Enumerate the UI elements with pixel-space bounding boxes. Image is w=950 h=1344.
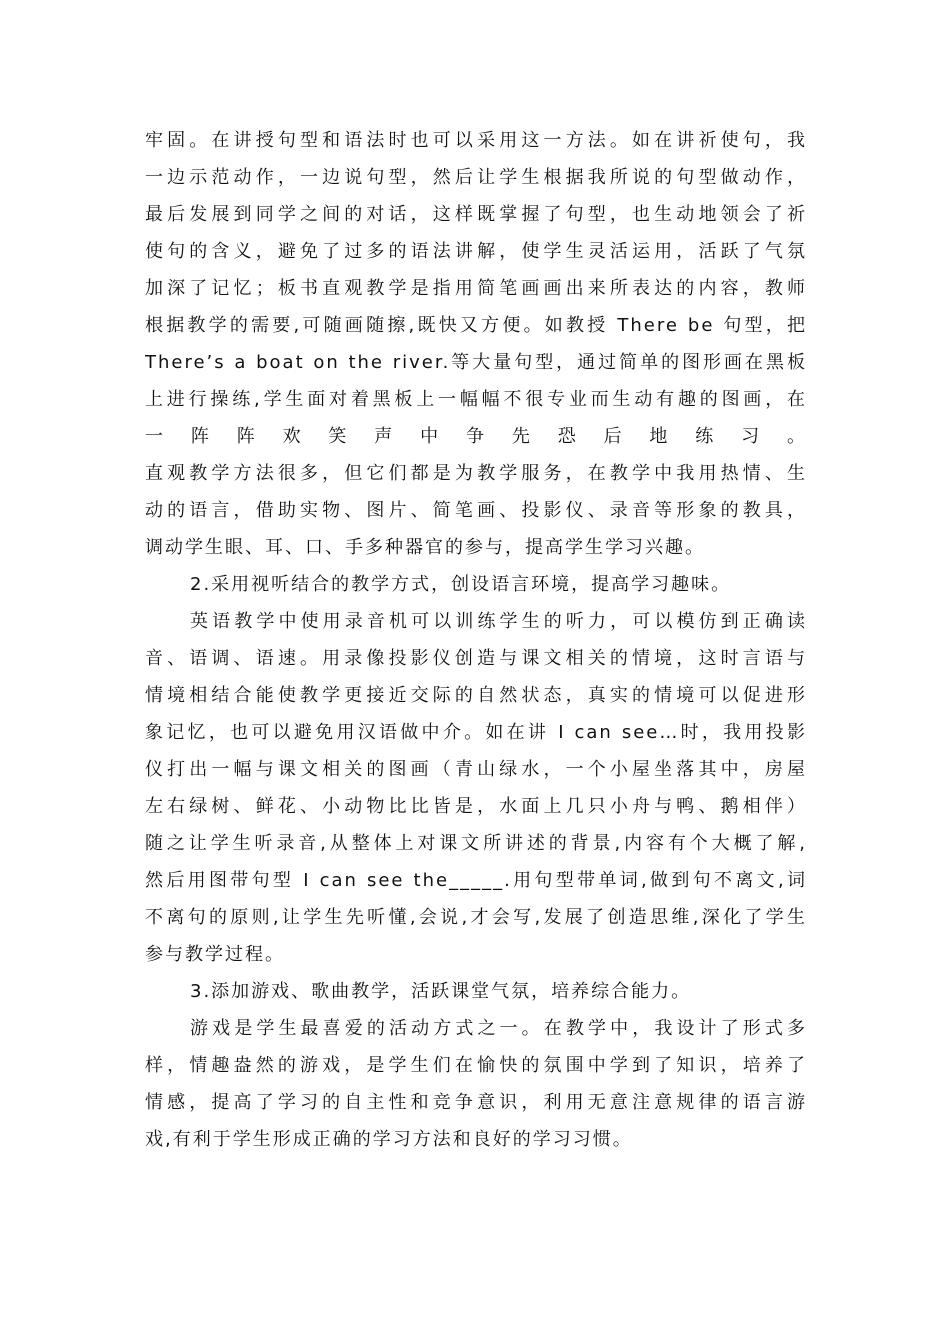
text-line: 游戏是学生最喜爱的活动方式之一。在教学中，我设计了形式多	[190, 1018, 807, 1039]
text-line: 音、语调、语速。用录像投影仪创造与课文相关的情境，这时言语与	[145, 648, 807, 669]
text-line: 随之让学生听录音,从整体上对课文所讲述的背景,内容有个大概了解,	[145, 833, 807, 854]
text-line: 使句的含义，避免了过多的语法讲解，使学生灵活运用，活跃了气氛	[145, 241, 807, 262]
text-line: 象记忆，也可以避免用汉语做中介。如在讲 I can see…时，我用投影	[145, 722, 807, 743]
body-text	[145, 122, 807, 1158]
text-line: 情感，提高了学习的自主性和竞争意识，利用无意注意规律的语言游	[145, 1092, 807, 1113]
text-line: 情境相结合能使教学更接近交际的自然状态，真实的情境可以促进形	[145, 685, 807, 706]
text-line: 上进行操练,学生面对着黑板上一幅幅不很专业而生动有趣的图画，在	[145, 389, 807, 410]
text-line: 一边示范动作，一边说句型，然后让学生根据我所说的句型做动作，	[145, 167, 807, 188]
text-line: 加深了记忆；板书直观教学是指用简笔画画出来所表达的内容，教师	[145, 278, 807, 299]
text-line: 英语教学中使用录音机可以训练学生的听力，可以模仿到正确读	[190, 611, 807, 632]
text-line: 2.采用视听结合的教学方式，创设语言环境，提高学习趣味。	[190, 574, 732, 595]
text-line: 直观教学方法很多，但它们都是为教学服务，在教学中我用热情、生	[145, 463, 807, 484]
text-line: 戏,有利于学生形成正确的学习方法和良好的学习习惯。	[145, 1129, 633, 1150]
text-line: 动的语言，借助实物、图片、简笔画、投影仪、录音等形象的教具，	[145, 500, 807, 521]
text-line: 仪打出一幅与课文相关的图画（青山绿水，一个小屋坐落其中，房屋	[145, 759, 807, 780]
text-line: 样，情趣盎然的游戏，是学生们在愉快的氛围中学到了知识，培养了	[145, 1055, 807, 1076]
text-line: 最后发展到同学之间的对话，这样既掌握了句型，也生动地领会了祈	[145, 204, 807, 225]
text-line: 参与教学过程。	[145, 944, 285, 965]
text-line: 3.添加游戏、歌曲教学，活跃课堂气氛，培养综合能力。	[190, 981, 692, 1002]
text-line: 一 阵 阵 欢 笑 声 中 争 先 恐 后 地 练 习 。	[145, 426, 807, 447]
text-line: 不离句的原则,让学生先听懂,会说,才会写,发展了创造思维,深化了学生	[145, 907, 807, 928]
text-line: 然后用图带句型 I can see the_____.用句型带单词,做到句不离文,词	[145, 870, 807, 891]
text-line: 根据教学的需要,可随画随擦,既快又方便。如教授 There be 句型，把	[145, 315, 807, 336]
text-line: 调动学生眼、耳、口、手多种器官的参与，提高学生学习兴趣。	[145, 537, 705, 558]
text-line: 左右绿树、鲜花、小动物比比皆是，水面上几只小舟与鸭、鹅相伴）	[145, 796, 807, 817]
text-line: 牢固。在讲授句型和语法时也可以采用这一方法。如在讲祈使句，我	[145, 130, 807, 151]
text-line: There’s a boat on the river.等大量句型，通过简单的图形画在黑板	[145, 352, 807, 373]
